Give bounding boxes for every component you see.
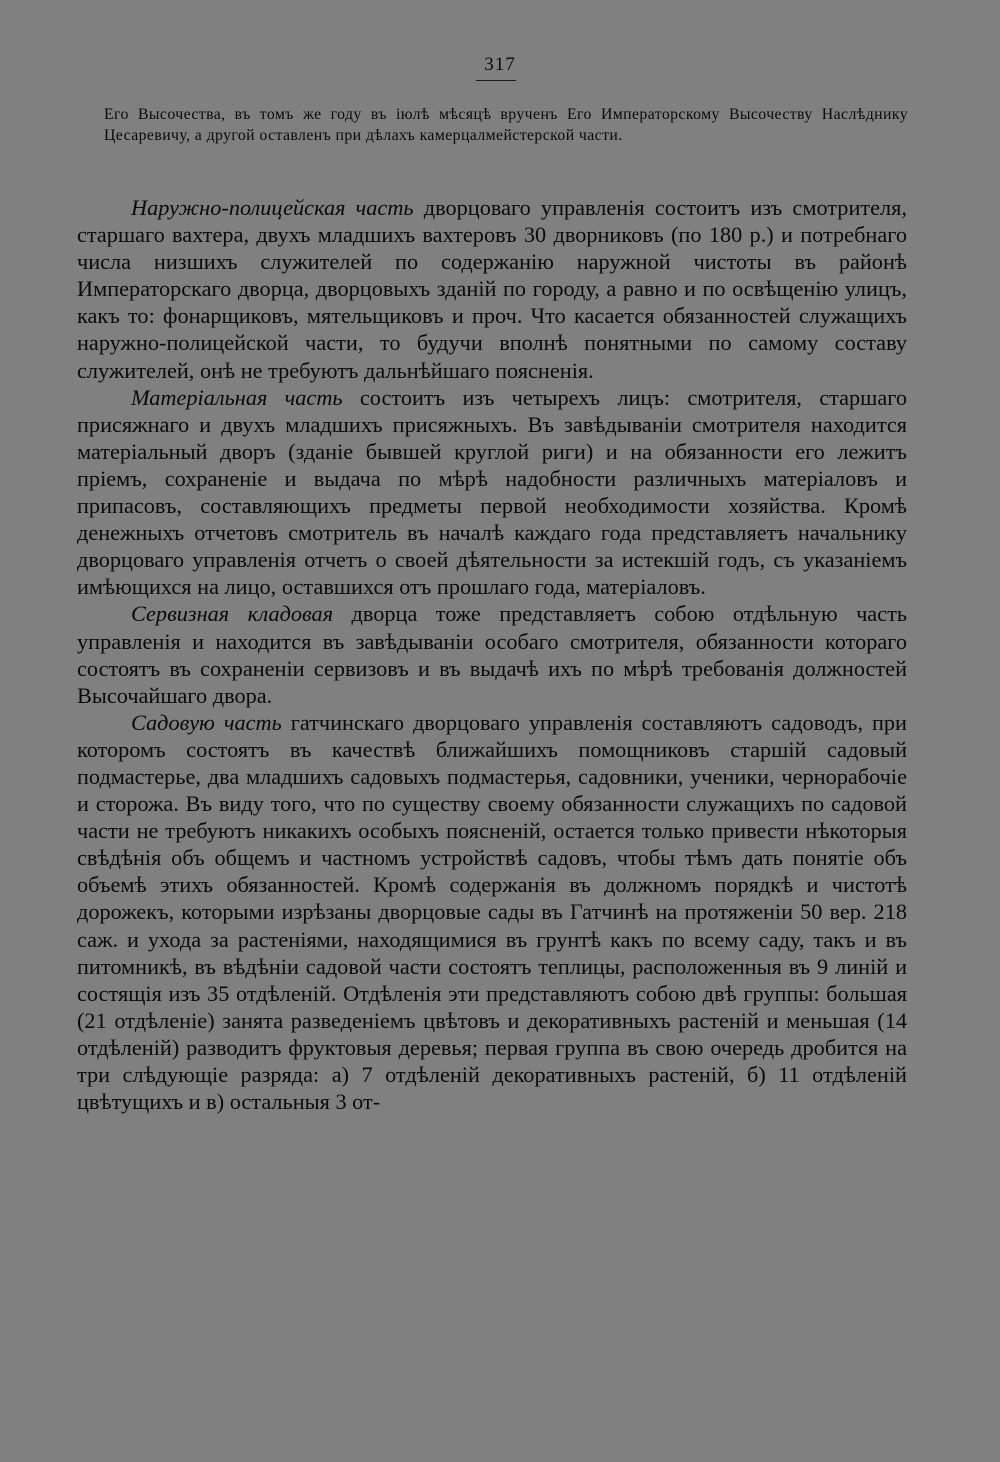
page-number: 317 [484,54,516,75]
paragraph-body: гатчинскаго дворцоваго управленія составляютъ садоводъ, при которомъ состоятъ въ качествѣ ближайшихъ помощниковъ старшій садовый подмастерье, два младшихъ садовыхъ подмастерья, садовники, ученики, чернорабочіе и сторожа. Въ виду того, что по существу своему обязанности служащихъ по садовой части не требуютъ никакихъ особыхъ поясненій, остается только привести нѣкоторыя свѣдѣнія объ общемъ и частномъ устройствѣ садовъ, чтобы тѣмъ дать понятіе объ объемѣ этихъ обязанностей. Кромѣ содержанія въ должномъ порядкѣ и чистотѣ дорожекъ, которыми изрѣзаны дворцовые сады въ Гатчинѣ на протяженіи 50 вер. 218 саж. и ухода за растеніями, находящимися въ грунтѣ какъ по всему саду, такъ и въ питомникѣ, въ вѣдѣніи садовой части состоятъ теплицы, расположенныя въ 9 линій и состящія изъ 35 отдѣленій. Отдѣленія эти представляютъ собою двѣ группы: большая (21 отдѣленіе) занята разведеніемъ цвѣтовъ и декоративныхъ растеній и меньшая (14 отдѣленій) разводитъ фруктовыя деревья; первая группа въ свою очередь дробится на три слѣдующіе разряда: а) 7 отдѣленій декоративныхъ растеній, б) 11 отдѣленій цвѣтущихъ и в) остальныя 3 от- [77,709,907,1115]
paragraph-lead: Матеріальная часть [131,384,343,410]
page-number-rule [476,80,516,81]
paragraph-body: состоитъ изъ четырехъ лицъ: смотрителя, старшаго присяжнаго и двухъ младшихъ присяжныхъ. Въ завѣдываніи смотрителя находится матеріальный дворъ (зданіе бывшей круглой риги) и на обязанности его лежитъ пріемъ, сохраненіе и выдача по мѣрѣ надобности различныхъ матеріаловъ и припасовъ, составляющихъ предметы первой необходимости хозяйства. Кромѣ денежныхъ отчетовъ смотритель въ началѣ каждаго года представляетъ начальнику дворцоваго управленія отчетъ о своей дѣятельности за истекшій годъ, съ указаніемъ имѣющихся на лицо, оставшихся отъ прошлаго года, матеріаловъ. [77,384,907,600]
paragraph-lead: Садовую часть [131,709,282,735]
footnote: Его Высочества, въ томъ же году въ іюлѣ мѣсяцѣ врученъ Его Императорскому Высочеству Наслѣднику Цесаревичу, а другой оставленъ при дѣлахъ камерцалмейстерской части. [104,106,908,144]
paragraph-lead: Сервизная кладовая [131,601,334,627]
paragraph-body: дворцоваго управленія состоитъ изъ смотрителя, старшаго вахтера, двухъ младшихъ вахтеровъ 30 дворниковъ (по 180 р.) и потребнаго числа низшихъ служителей по содержанію наружной чистоты въ районѣ Императорскаго дворца, дворцовыхъ зданій по городу, а равно и по освѣщенію улицъ, какъ то: фонарщиковъ, мятельщиковъ и проч. Что касается обязанностей служащихъ наружно-полицейской части, то будучи вполнѣ понятными по самому составу служителей, онѣ не требуютъ дальнѣйшаго поясненія. [77,195,907,383]
paragraph-lead: Наружно-полицейская часть [131,195,414,220]
paragraph-body: дворца тоже представляетъ собою отдѣльную часть управленія и находится въ завѣдываніи особаго смотрителя, обязанности котораго состоятъ въ сохраненіи сервизовъ и въ выдачѣ ихъ по мѣрѣ требованія должностей Высочайшаго двора. [77,601,907,708]
paragraph-material [77,384,907,601]
main-text [77,194,907,1115]
paragraph-garden [77,709,907,1115]
paragraph-service-storeroom [77,600,907,708]
paragraph-police [77,194,907,384]
